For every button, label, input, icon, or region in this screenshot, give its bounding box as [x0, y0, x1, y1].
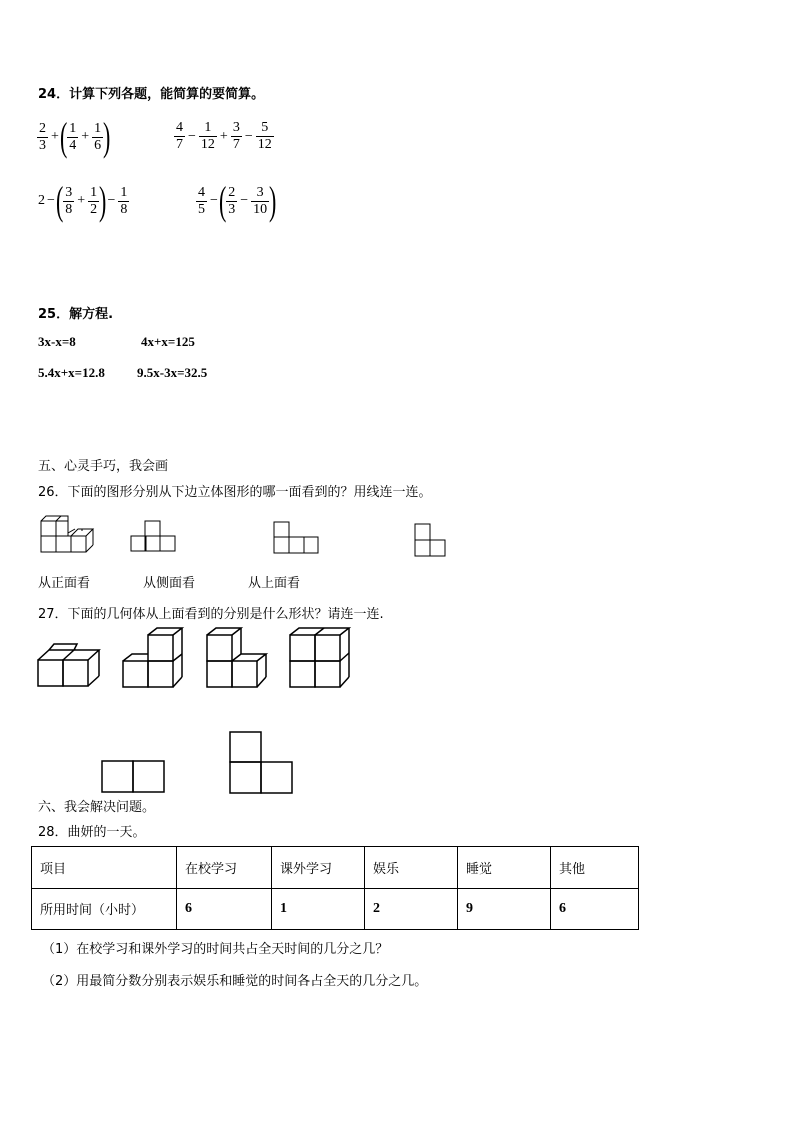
fraction: $\frac{1}{12}$ [200, 120, 215, 152]
q26-solid-figure [38, 515, 102, 555]
fraction: $\frac{3}{7}$ [232, 120, 240, 152]
fraction: $\frac{1}{2}$ [90, 184, 98, 217]
operator: − [47, 193, 55, 208]
q28-sub-1: （1）在校学习和课外学习的时间共占全天时间的几分之几？ [42, 942, 389, 957]
equation-3: 5.4x+x=12.8 [38, 365, 105, 380]
q26-label-top: 从上面看 [248, 576, 301, 591]
integer: 2 [38, 193, 45, 208]
operator: + [81, 129, 90, 144]
fraction: $\frac{3}{10}$ [253, 184, 268, 217]
fraction: $\frac{1}{6}$ [94, 120, 102, 153]
right-paren: ) [103, 114, 111, 159]
table-header-row [32, 847, 639, 889]
operator: + [77, 193, 86, 208]
q26-view-c [414, 523, 448, 559]
table-header-cell: 娱乐 [365, 847, 458, 889]
q27-top-view-1 [101, 760, 167, 794]
fraction: $\frac{4}{7}$ [176, 120, 183, 152]
right-paren: ) [99, 178, 107, 223]
operator: − [244, 128, 253, 144]
left-paren: ( [218, 178, 227, 223]
operator: + [51, 129, 59, 144]
q26-view-b [273, 521, 319, 555]
fraction: $\frac{4}{5}$ [198, 184, 205, 217]
time-table [31, 846, 639, 930]
fraction: $\frac{3}{8}$ [65, 184, 73, 217]
right-paren: ) [269, 178, 277, 223]
q24-expr-1 [36, 114, 111, 159]
fraction: $\frac{1}{4}$ [69, 120, 77, 153]
table-header-cell: 在校学习 [177, 847, 272, 889]
q24-expr-4 [195, 178, 277, 223]
operator: − [240, 193, 249, 208]
operator: − [107, 193, 116, 208]
q27-solid-1 [37, 642, 101, 688]
table-header-cell: 项目 [32, 847, 177, 889]
operator: + [219, 128, 228, 144]
q24-expr-2 [173, 120, 275, 153]
q26-label-side: 从侧面看 [143, 576, 196, 591]
section-6-title: 六、我会解决问题。 [38, 800, 156, 815]
q27-solid-4 [289, 627, 353, 689]
table-cell: 9 [458, 888, 551, 930]
table-cell: 2 [365, 888, 458, 930]
section-5-title: 五、心灵手巧，我会画 [38, 459, 169, 474]
operator: − [188, 128, 196, 144]
table-cell: 所用时间（小时） [32, 888, 177, 930]
table-header-cell: 睡觉 [458, 847, 551, 889]
table-cell: 6 [551, 888, 639, 930]
q27-top-view-2 [229, 731, 295, 795]
q24-title: 24．计算下列各题，能简算的要简算。 [38, 87, 265, 102]
table-cell: 6 [177, 888, 272, 930]
q28-sub-2: （2）用最简分数分别表示娱乐和睡觉的时间各占全天的几分之几。 [42, 974, 428, 989]
left-paren: ( [59, 114, 68, 159]
q25-title: 25．解方程. [38, 307, 114, 322]
table-header-cell: 课外学习 [272, 847, 365, 889]
q26-title: 26．下面的图形分别从下边立体图形的哪一面看到的？用线连一连。 [38, 485, 432, 500]
q27-solid-3 [206, 627, 270, 689]
q24-expr-3 [38, 178, 130, 223]
fraction: $\frac{5}{12}$ [257, 120, 272, 152]
q28-title: 28．曲妍的一天。 [38, 825, 146, 840]
fraction: $\frac{2}{3}$ [39, 120, 46, 153]
equation-4: 9.5x-3x=32.5 [137, 365, 208, 380]
left-paren: ( [55, 178, 64, 223]
q27-solid-2 [122, 627, 186, 689]
q26-label-front: 从正面看 [38, 576, 91, 591]
q27-title: 27．下面的几何体从上面看到的分别是什么形状？请连一连. [38, 607, 384, 622]
fraction: $\frac{2}{3}$ [228, 184, 236, 217]
operator: − [210, 193, 218, 208]
table-header-cell: 其他 [551, 847, 639, 889]
table-cell: 1 [272, 888, 365, 930]
table-row [32, 888, 639, 930]
fraction: $\frac{1}{8}$ [120, 184, 128, 217]
equation-2: 4x+x=125 [141, 334, 195, 349]
q26-view-a [130, 520, 176, 554]
equation-1: 3x-x=8 [38, 334, 76, 349]
